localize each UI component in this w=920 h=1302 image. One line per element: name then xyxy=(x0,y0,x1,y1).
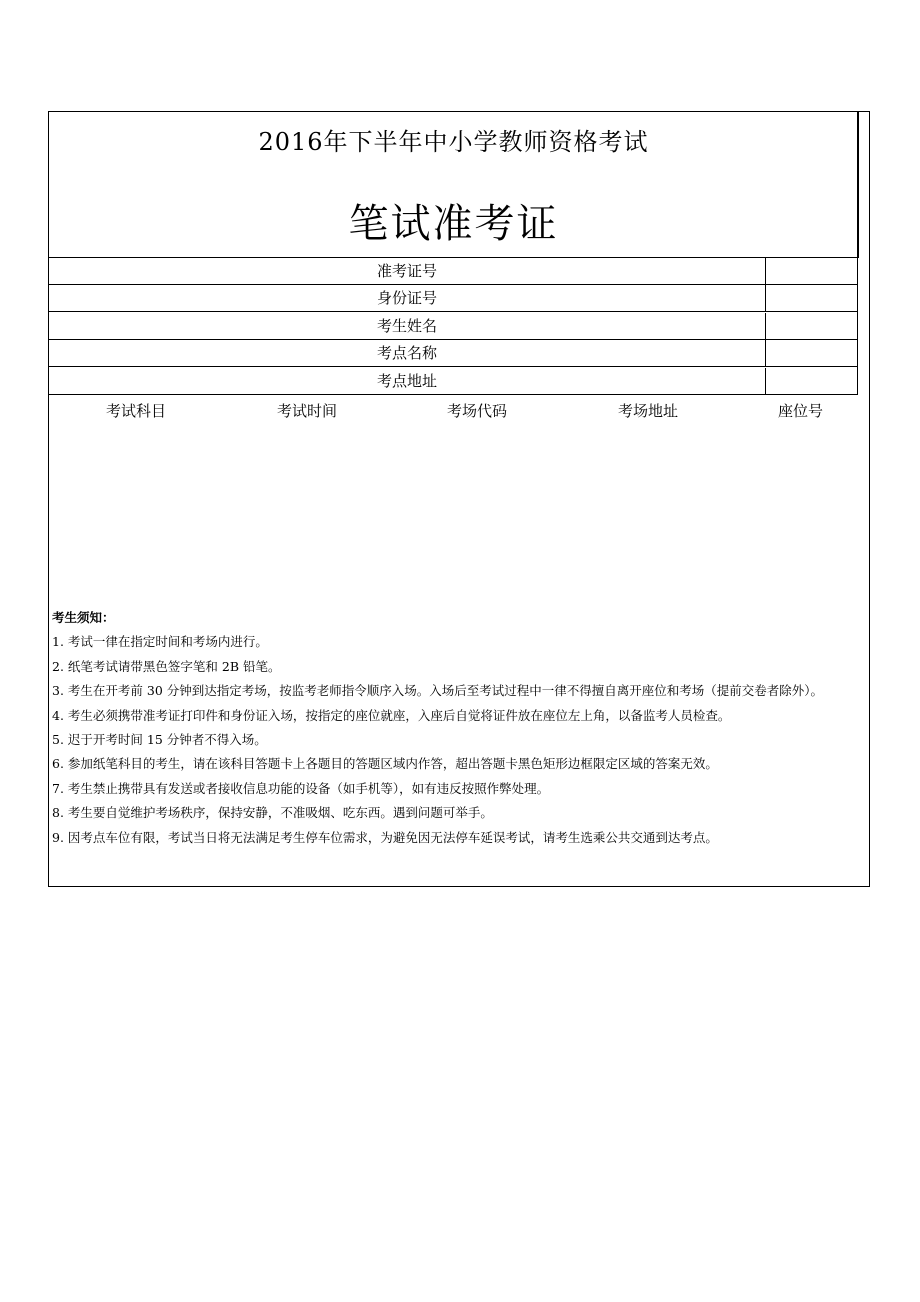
info-row-exam-site-address xyxy=(49,368,858,395)
notice-item: 4. 考生必须携带准考证打印件和身份证入场，按指定的座位就座，入座后自觉将证件放在座位左上角，以备监考人员检查。 xyxy=(52,707,731,723)
notice-item: 2. 纸笔考试请带黑色签字笔和 2B 铅笔。 xyxy=(52,658,281,674)
notice-item: 1. 考试一律在指定时间和考场内进行。 xyxy=(52,634,268,650)
candidate-notice xyxy=(52,606,868,850)
column-header-time: 考试时间 xyxy=(277,402,338,420)
info-value xyxy=(766,368,857,394)
notice-item: 9. 因考点车位有限，考试当日将无法满足考生停车位需求，为避免因无法停车延误考试，请考生选乘公共交通到达考点。 xyxy=(52,829,718,845)
ticket-title: 笔试准考证 xyxy=(348,201,559,247)
info-value xyxy=(766,340,857,366)
exam-subtitle: 2016年下半年中小学教师资格考试 xyxy=(258,128,649,156)
info-label: 考点地址 xyxy=(49,368,766,394)
info-row-ticket-number xyxy=(49,258,858,285)
notice-item: 6. 参加纸笔科目的考生，请在该科目答题卡上各题目的答题区域内作答，超出答题卡黑色矩形边框限定区域的答案无效。 xyxy=(52,756,718,772)
info-row-id-number xyxy=(49,285,858,312)
column-header-room-code: 考场代码 xyxy=(447,402,508,420)
notice-heading: 考生须知： xyxy=(52,610,115,625)
ticket-header xyxy=(49,112,859,258)
column-header-seat-number: 座位号 xyxy=(778,402,824,420)
info-label: 身份证号 xyxy=(49,285,766,311)
notice-item: 5. 迟于开考时间 15 分钟者不得入场。 xyxy=(52,732,267,748)
notice-item: 8. 考生要自觉维护考场秩序，保持安静，不准吸烟、吃东西。遇到问题可举手。 xyxy=(52,805,493,821)
info-label: 考生姓名 xyxy=(49,313,766,339)
notice-item: 7. 考生禁止携带具有发送或者接收信息功能的设备（如手机等），如有违反按照作弊处理。 xyxy=(52,780,550,796)
exam-table-header xyxy=(49,400,869,424)
admission-ticket xyxy=(48,111,870,887)
info-value xyxy=(766,313,857,339)
notice-item: 3. 考生在开考前 30 分钟到达指定考场，按监考老师指令顺序入场。入场后至考试过程中一律不得擅自离开座位和考场（提前交卷者除外）。 xyxy=(52,683,824,699)
info-row-candidate-name xyxy=(49,313,858,340)
info-value xyxy=(766,285,857,311)
column-header-subject: 考试科目 xyxy=(106,402,167,420)
info-value xyxy=(766,258,857,284)
column-header-room-address: 考场地址 xyxy=(618,402,679,420)
info-row-exam-site-name xyxy=(49,340,858,367)
info-label: 考点名称 xyxy=(49,340,766,366)
info-label: 准考证号 xyxy=(49,258,766,284)
